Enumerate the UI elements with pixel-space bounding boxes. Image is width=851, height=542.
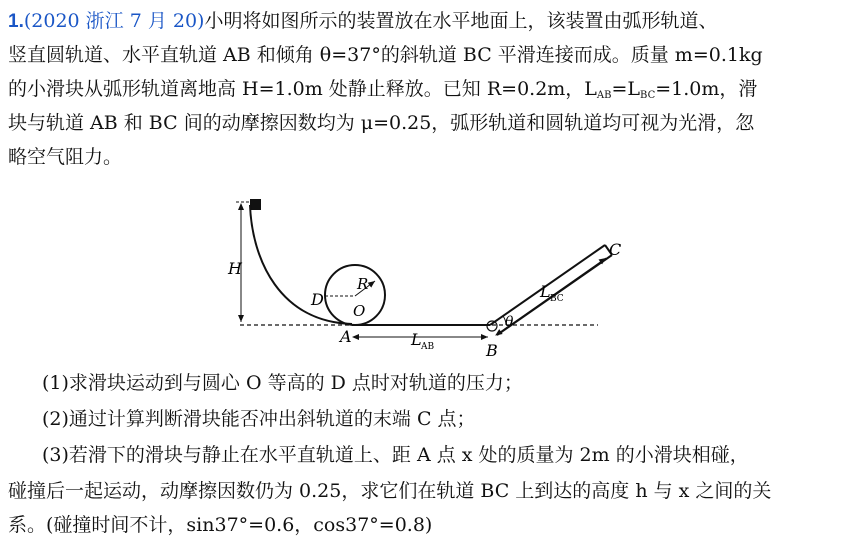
label-h: H bbox=[228, 259, 242, 278]
label-b: B bbox=[486, 341, 498, 360]
stem-text-3c: =1.0m，滑 bbox=[655, 78, 758, 100]
stem-line-2: 竖直圆轨道、水平直轨道 AB 和倾角 θ=37°的斜轨道 BC 平滑连接而成。质量 m=0.1kg bbox=[8, 44, 763, 66]
label-a: A bbox=[340, 327, 352, 346]
label-d: D bbox=[311, 290, 324, 309]
label-lab: L bbox=[411, 330, 422, 349]
question-3-line-3: 系。(碰撞时间不计，sin37°=0.6，cos37°=0.8) bbox=[8, 514, 433, 536]
problem-number: 1. bbox=[8, 11, 24, 32]
label-r: R bbox=[357, 275, 369, 293]
label-lbc: L bbox=[540, 282, 551, 301]
question-2: (2)通过计算判断滑块能否冲出斜轨道的末端 C 点； bbox=[42, 408, 476, 430]
label-lbc-sub: BC bbox=[550, 294, 564, 304]
stem-text-3b: =L bbox=[611, 78, 641, 100]
label-o: O bbox=[353, 302, 366, 320]
slider-block bbox=[250, 199, 261, 210]
problem-source: (2020 浙江 7 月 20) bbox=[23, 10, 205, 32]
stem-line-4: 块与轨道 AB 和 BC 间的动摩擦因数均为 μ=0.25，弧形轨道和圆轨道均可视为光滑，忽 bbox=[8, 112, 755, 134]
stem-line-5: 略空气阻力。 bbox=[8, 146, 123, 168]
label-lab-sub: AB bbox=[421, 342, 435, 352]
sub-lbc: BC bbox=[640, 90, 656, 101]
question-1: (1)求滑块运动到与圆心 O 等高的 D 点时对轨道的压力； bbox=[42, 372, 523, 394]
question-3-line-2: 碰撞后一起运动，动摩擦因数仍为 0.25，求它们在轨道 BC 上到达的高度 h 与 x 之间的关 bbox=[8, 480, 772, 502]
label-theta: θ bbox=[505, 314, 514, 330]
arc-track bbox=[250, 205, 352, 324]
sub-lab: AB bbox=[596, 90, 612, 101]
question-3-line-1: (3)若滑下的滑块与静止在水平直轨道上、距 A 点 x 处的质量为 2m 的小滑块相碰， bbox=[42, 444, 749, 466]
stem-text-3a: 的小滑块从弧形轨道离地高 H=1.0m 处静止释放。已知 R=0.2m，L bbox=[8, 78, 597, 100]
stem-text-1: 小明将如图所示的装置放在水平地面上，该装置由弧形轨道、 bbox=[204, 10, 718, 32]
label-c: C bbox=[609, 240, 622, 259]
